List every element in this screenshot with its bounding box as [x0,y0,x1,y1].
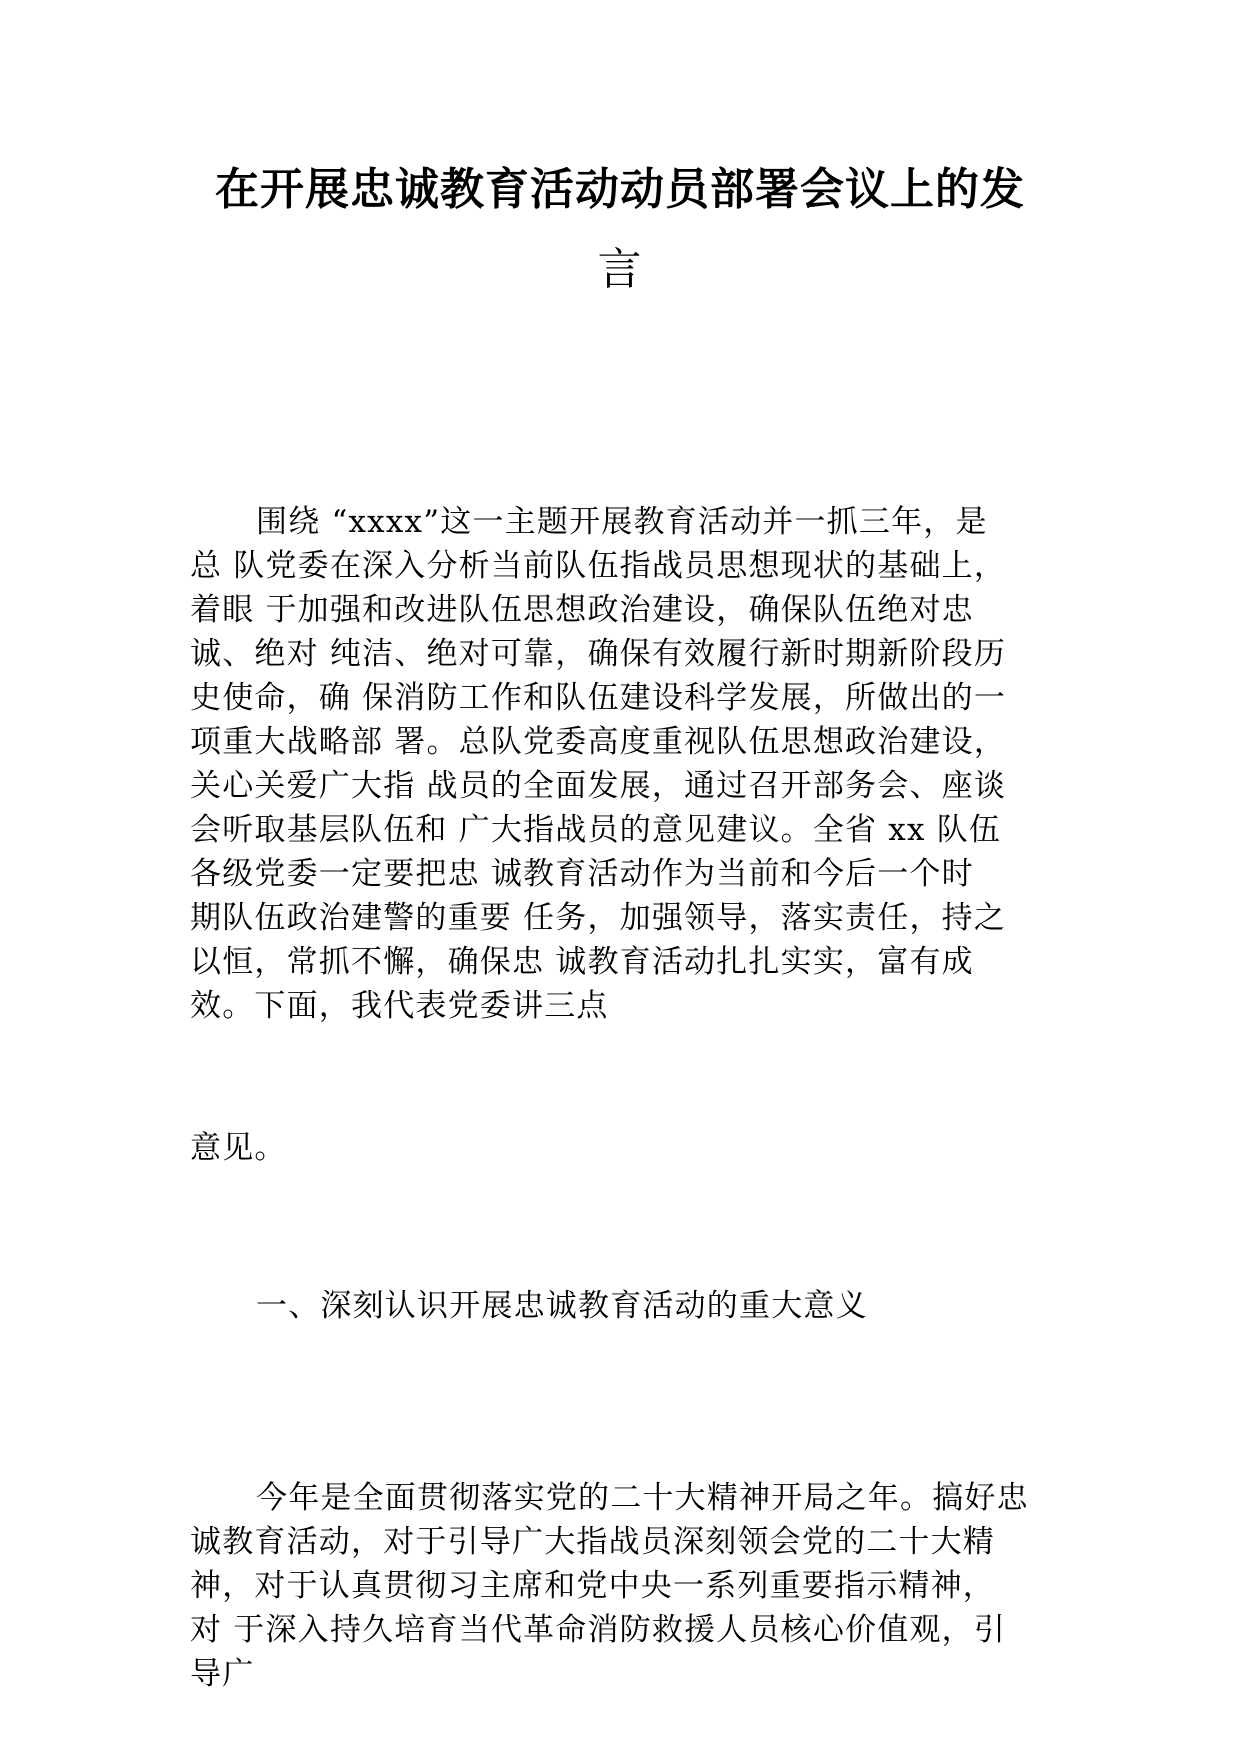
paragraph-line: 会听取基层队伍和 广大指战员的意见建议。全省 xx 队伍 [190,812,1002,848]
section-heading-text: 一、深刻认识开展忠诚教育活动的重大意义 [256,1288,868,1324]
paragraph-line: 项重大战略部 署。总队党委高度重视队伍思想政治建设， [190,724,1007,760]
paragraph-line: 今年是全面贯彻落实党的二十大精神开局之年。搞好忠 [256,1480,1029,1516]
document-title [190,150,1050,310]
paragraph-line: 着眼 于加强和改进队伍思想政治建设，确保队伍绝对忠 [190,592,974,628]
paragraph-line: 期队伍政治建警的重要 任务，加强领导，落实责任，持之 [190,900,1007,936]
paragraph-2 [190,1476,1060,1696]
paragraph-line: 意见。 [190,1130,287,1166]
paragraph-line: 以恒，常抓不懈，确保忠 诚教育活动扎扎实实，富有成 [190,944,974,980]
paragraph-line: 围绕 “xxxx”这一主题开展教育活动并一抓三年，是 [256,504,988,540]
paragraph-line: 对 于深入持久培育当代革命消防救援人员核心价值观，引 [190,1612,1007,1648]
paragraph-line: 导广 [190,1656,255,1692]
paragraph-line: 诚教育活动，对于引导广大指战员深刻领会党的二十大精 [190,1524,995,1560]
paragraph-line: 各级党委一定要把忠 诚教育活动作为当前和今后一个时 [190,856,974,892]
paragraph-line: 效。下面，我代表党委讲三点 [190,988,609,1024]
paragraph-line: 诚、绝对 纯洁、绝对可靠，确保有效履行新时期新阶段历 [190,636,1007,672]
paragraph-1 [190,500,1060,1028]
paragraph-line: 神，对于认真贯彻习主席和党中央一系列重要指示精神， [190,1568,995,1604]
paragraph-line: 关心关爱广大指 战员的全面发展，通过召开部务会、座谈 [190,768,1007,804]
paragraph-line: 总 队党委在深入分析当前队伍指战员思想现状的基础上， [190,548,1007,584]
title-line-2: 言 [597,244,643,295]
paragraph-line: 史使命，确 保消防工作和队伍建设科学发展，所做出的一 [190,680,1007,716]
paragraph-1-tail [190,1126,1060,1170]
section-heading-1 [190,1284,1060,1328]
title-line-1: 在开展忠诚教育活动动员部署会议上的发 [215,164,1025,215]
